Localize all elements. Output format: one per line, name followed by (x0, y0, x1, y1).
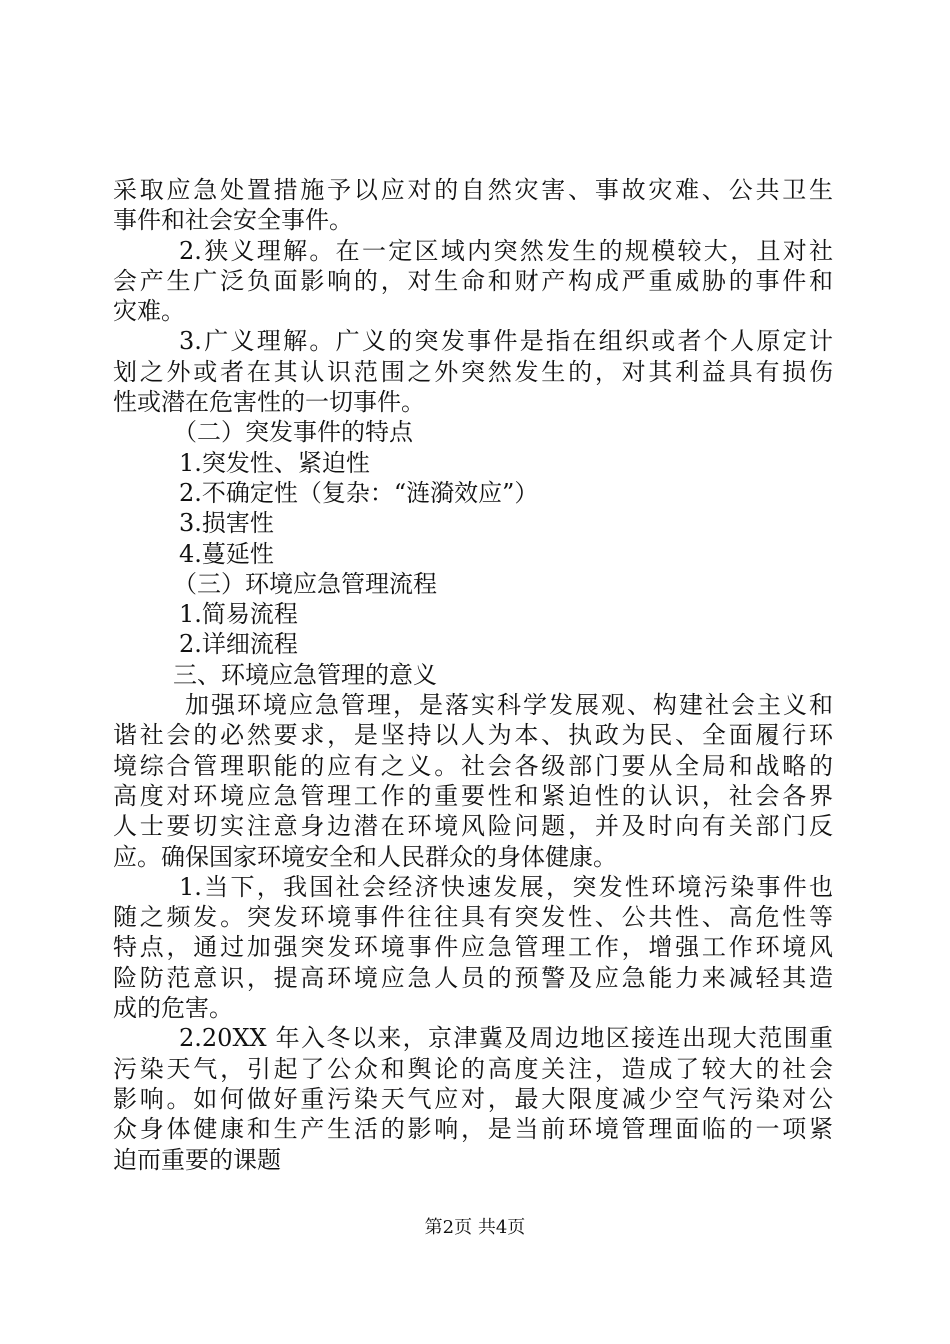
list-item: 1.突发性、紧迫性 (179, 448, 370, 477)
body-line: 3.广义理解。广义的突发事件是指在组织或者个人原定计 (179, 327, 833, 356)
body-line: 成的危害。 (113, 994, 233, 1023)
body-line: 2.狭义理解。在一定区域内突然发生的规模较大，且对社 (179, 236, 833, 265)
list-item: 3.损害性 (179, 509, 274, 538)
body-line: 加强环境应急管理，是落实科学发展观、构建社会主义和 (185, 691, 833, 720)
list-item: 2.不确定性（复杂：“涟漪效应”） (179, 478, 539, 507)
body-line: 事件和社会安全事件。 (113, 206, 353, 235)
body-line: 会产生广泛负面影响的，对生命和财产构成严重威胁的事件和 (113, 266, 833, 295)
body-line: 1.当下，我国社会经济快速发展，突发性环境污染事件也 (179, 872, 833, 901)
section-heading: 三、环境应急管理的意义 (173, 660, 437, 689)
body-line: 2.20XX 年入冬以来，京津冀及周边地区接连出现大范围重 (179, 1024, 833, 1053)
body-line: 高度对环境应急管理工作的重要性和紧迫性的认识，社会各界 (113, 781, 833, 810)
body-line: 险防范意识，提高环境应急人员的预警及应急能力来减轻其造 (113, 963, 833, 992)
body-line: 灾难。 (113, 297, 185, 326)
section-heading: （三）环境应急管理流程 (173, 569, 437, 598)
body-line: 污染天气，引起了公众和舆论的高度关注，造成了较大的社会 (113, 1054, 833, 1083)
list-item: 2.详细流程 (179, 630, 298, 659)
body-line: 人士要切实注意身边潜在环境风险问题，并及时向有关部门反 (113, 812, 833, 841)
body-line: 谐社会的必然要求，是坚持以人为本、执政为民、全面履行环 (113, 721, 833, 750)
body-line: 影响。如何做好重污染天气应对，最大限度减少空气污染对公 (113, 1084, 833, 1113)
body-line: 应。确保国家环境安全和人民群众的身体健康。 (113, 842, 617, 871)
body-line: 采取应急处置措施予以应对的自然灾害、事故灾难、公共卫生 (113, 176, 833, 204)
section-heading: （二）突发事件的特点 (173, 418, 413, 447)
document-body (113, 175, 833, 1175)
list-item: 1.简易流程 (179, 600, 298, 629)
body-line: 性或潜在危害性的一切事件。 (113, 388, 425, 417)
list-item: 4.蔓延性 (179, 539, 274, 568)
body-line: 众身体健康和生产生活的影响，是当前环境管理面临的一项紧 (113, 1115, 833, 1144)
page-number-footer: 第2页 共4页 (424, 1217, 526, 1238)
body-line: 划之外或者在其认识范围之外突然发生的，对其利益具有损伤 (113, 357, 833, 386)
body-line: 境综合管理职能的应有之义。社会各级部门要从全局和战略的 (113, 751, 833, 780)
body-line: 特点，通过加强突发环境事件应急管理工作，增强工作环境风 (113, 933, 833, 962)
body-line: 迫而重要的课题 (113, 1145, 281, 1174)
body-line: 随之频发。突发环境事件往往具有突发性、公共性、高危性等 (113, 903, 833, 932)
